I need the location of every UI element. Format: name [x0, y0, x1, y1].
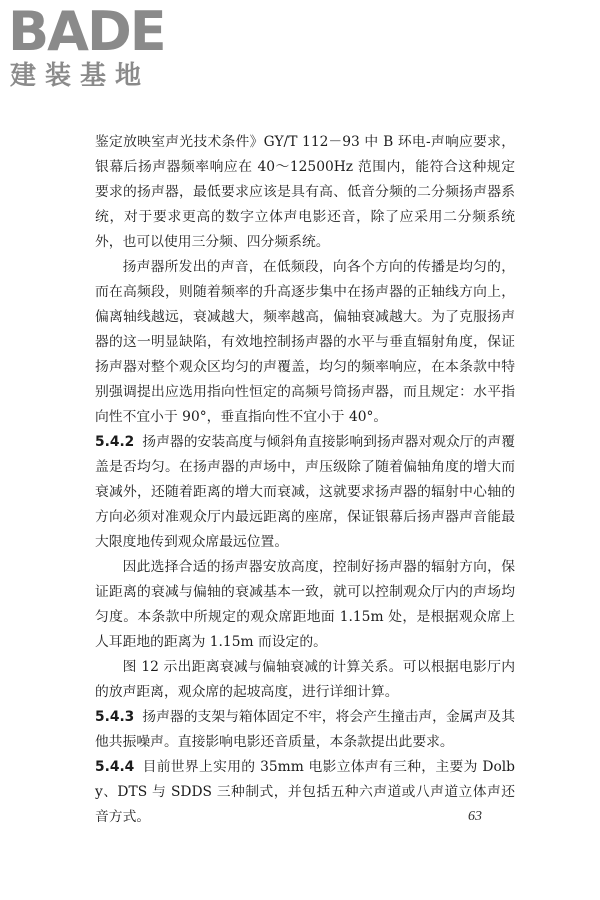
paragraph-text: 因此选择合适的扬声器安放高度，控制好扬声器的辐射方向，保证距离的衰减与偏轴的衰减基本一致，就可以控制观众厅内的声场均匀度。本条款中所规定的观众席距地面 1.15m 处，是根据观众席上人耳距地的距离为 1.15m 而设定的。 — [95, 559, 515, 650]
paragraph-text: 图 12 示出距离衰减与偏轴衰减的计算关系。可以根据电影厅内的放声距离，观众席的起坡高度，进行详细计算。 — [95, 659, 515, 700]
clause-5-4-4 — [95, 755, 515, 830]
clause-5-4-2 — [95, 430, 515, 555]
paragraph-continuation — [95, 130, 515, 255]
logo-subtitle: 建装基地 — [10, 61, 151, 91]
paragraph-text: 扬声器的安装高度与倾斜角直接影响到扬声器对观众厅的声覆盖是否均匀。在扬声器的声场中，声压级除了随着偏轴角度的增大而衰减外，还随着距离的增大而衰减，这就要求扬声器的辐射中心轴的方向必须对准观众厅内最远距离的座席，保证银幕后扬声器声音能最大限度地传到观众席最远位置。 — [95, 434, 515, 550]
paragraph-text: 鉴定放映室声光技术条件》GY/T 112－93 中 B 环电-声响应要求，银幕后扬声器频率响应在 40～12500Hz 范围内，能符合这种规定要求的扬声器，最低要求应该是具有高、低音分频的二分频扬声器系统，对于要求更高的数字立体声电影还音，除了应采用二分频系统外，也可以使用三分频、四分频系统。 — [95, 134, 515, 250]
clause-number: 5.4.2 — [95, 434, 135, 450]
paragraph-text: 扬声器所发出的声音，在低频段，向各个方向的传播是均匀的，而在高频段，则随着频率的升高逐步集中在扬声器的正轴线方向上，偏离轴线越远，衰减越大，频率越高，偏轴衰减越大。为了克服扬声器的这一明显缺陷，有效地控制扬声器的水平与垂直辐射角度，保证扬声器对整个观众区均匀的声覆盖，均匀的频率响应，在本条款中特别强调提出应选用指向性恒定的高频号筒扬声器，而且规定：水平指向性不宜小于 90°，垂直指向性不宜小于 40°。 — [95, 259, 515, 425]
paragraph-figure-12 — [95, 655, 515, 705]
clause-5-4-3 — [95, 705, 515, 755]
paragraph-text: 目前世界上实用的 35mm 电影立体声有三种，主要为 Dolby、DTS 与 SDDS 三种制式，并包括五种六声道或八声道立体声还音方式。 — [95, 759, 515, 825]
logo-wordmark: BADE — [8, 0, 165, 63]
paragraph-mounting-height — [95, 555, 515, 655]
page-body — [95, 130, 515, 830]
clause-number: 5.4.4 — [95, 759, 135, 775]
paragraph-directivity — [95, 255, 515, 430]
paragraph-text: 扬声器的支架与箱体固定不牢，将会产生撞击声，金属声及其他共振噪声。直接影响电影还音质量，本条款提出此要求。 — [95, 709, 515, 750]
bade-logo — [8, 0, 183, 96]
page-number: 63 — [468, 809, 482, 824]
clause-number: 5.4.3 — [95, 709, 135, 725]
